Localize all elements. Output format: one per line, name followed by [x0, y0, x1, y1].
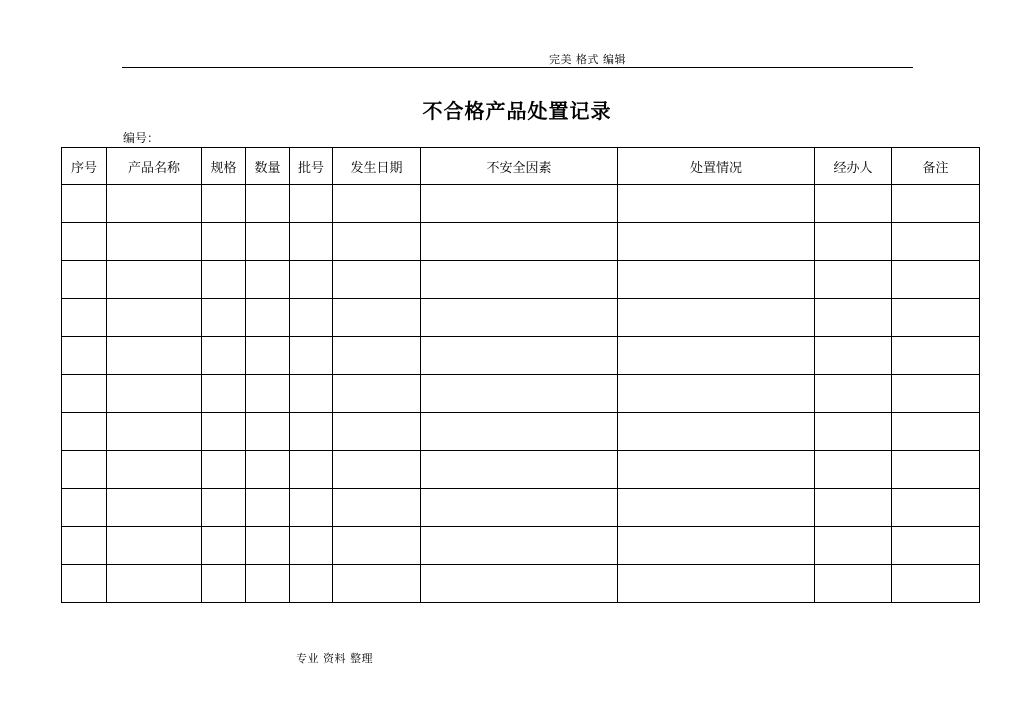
table-cell[interactable]: [892, 299, 980, 337]
column-header: 批号: [290, 148, 333, 185]
table-row: [62, 413, 980, 451]
table-cell[interactable]: [290, 223, 333, 261]
table-cell[interactable]: [333, 527, 421, 565]
table-cell[interactable]: [107, 489, 202, 527]
table-cell[interactable]: [333, 299, 421, 337]
table-cell[interactable]: [107, 527, 202, 565]
table-cell[interactable]: [202, 185, 246, 223]
table-cell[interactable]: [421, 223, 618, 261]
table-cell[interactable]: [62, 337, 107, 375]
table-cell[interactable]: [421, 337, 618, 375]
column-header: 经办人: [815, 148, 892, 185]
table-cell[interactable]: [815, 565, 892, 603]
table-cell[interactable]: [815, 375, 892, 413]
table-cell[interactable]: [421, 413, 618, 451]
table-body: [62, 185, 980, 603]
table-cell[interactable]: [892, 185, 980, 223]
table-row: [62, 375, 980, 413]
table-cell[interactable]: [892, 451, 980, 489]
table-row: [62, 299, 980, 337]
record-number-label: 编号：: [123, 131, 160, 145]
table-row: [62, 185, 980, 223]
table-cell[interactable]: [815, 527, 892, 565]
table-cell[interactable]: [107, 451, 202, 489]
table-cell[interactable]: [62, 413, 107, 451]
table-cell[interactable]: [107, 375, 202, 413]
table-cell[interactable]: [618, 337, 815, 375]
table-cell[interactable]: [202, 451, 246, 489]
table-cell[interactable]: [107, 185, 202, 223]
table-cell[interactable]: [246, 337, 290, 375]
table-cell[interactable]: [815, 489, 892, 527]
table-cell[interactable]: [618, 413, 815, 451]
table-cell[interactable]: [815, 337, 892, 375]
table-cell[interactable]: [290, 451, 333, 489]
table-cell[interactable]: [333, 185, 421, 223]
table-cell[interactable]: [107, 565, 202, 603]
table-cell[interactable]: [892, 489, 980, 527]
table-cell[interactable]: [290, 261, 333, 299]
table-cell[interactable]: [892, 261, 980, 299]
document-title: 不合格产品处置记录: [422, 99, 612, 123]
column-header: 规格: [202, 148, 246, 185]
column-header: 产品名称: [107, 148, 202, 185]
table-cell[interactable]: [618, 261, 815, 299]
table-row: [62, 451, 980, 489]
table-cell[interactable]: [202, 527, 246, 565]
table-cell[interactable]: [107, 337, 202, 375]
table-cell[interactable]: [62, 565, 107, 603]
table-cell[interactable]: [290, 299, 333, 337]
table-cell[interactable]: [618, 223, 815, 261]
column-header: 处置情况: [618, 148, 815, 185]
table-cell[interactable]: [202, 375, 246, 413]
table-cell[interactable]: [333, 337, 421, 375]
table-cell[interactable]: [290, 375, 333, 413]
table-cell[interactable]: [107, 413, 202, 451]
table-cell[interactable]: [62, 261, 107, 299]
table-cell[interactable]: [290, 337, 333, 375]
table-cell[interactable]: [815, 261, 892, 299]
table-cell[interactable]: [618, 565, 815, 603]
table-cell[interactable]: [892, 565, 980, 603]
table-cell[interactable]: [202, 261, 246, 299]
table-cell[interactable]: [202, 489, 246, 527]
table-cell[interactable]: [202, 299, 246, 337]
table-cell[interactable]: [333, 261, 421, 299]
table-cell[interactable]: [246, 185, 290, 223]
table-cell[interactable]: [421, 299, 618, 337]
table-cell[interactable]: [333, 565, 421, 603]
table-cell[interactable]: [892, 223, 980, 261]
table-cell[interactable]: [202, 337, 246, 375]
table-cell[interactable]: [815, 451, 892, 489]
column-header: 数量: [246, 148, 290, 185]
table-cell[interactable]: [62, 223, 107, 261]
table-cell[interactable]: [202, 413, 246, 451]
table-cell[interactable]: [107, 261, 202, 299]
table-cell[interactable]: [333, 451, 421, 489]
table-cell[interactable]: [246, 375, 290, 413]
column-header: 序号: [62, 148, 107, 185]
table-cell[interactable]: [421, 565, 618, 603]
table-cell[interactable]: [892, 337, 980, 375]
table-header-row: [62, 148, 980, 185]
column-header: 发生日期: [333, 148, 421, 185]
table-cell[interactable]: [107, 299, 202, 337]
table-cell[interactable]: [290, 527, 333, 565]
table-cell[interactable]: [202, 223, 246, 261]
table-cell[interactable]: [62, 299, 107, 337]
table-cell[interactable]: [62, 451, 107, 489]
table-cell[interactable]: [815, 299, 892, 337]
table-cell[interactable]: [618, 375, 815, 413]
page-footer-text: 专业 资料 整理: [296, 652, 373, 665]
table-cell[interactable]: [618, 527, 815, 565]
table-cell[interactable]: [333, 375, 421, 413]
table-cell[interactable]: [62, 185, 107, 223]
table-cell[interactable]: [421, 451, 618, 489]
header-divider: [122, 67, 913, 68]
table-cell[interactable]: [202, 565, 246, 603]
table-cell[interactable]: [618, 299, 815, 337]
table-cell[interactable]: [333, 413, 421, 451]
table-cell[interactable]: [421, 489, 618, 527]
table-cell[interactable]: [290, 565, 333, 603]
table-cell[interactable]: [618, 185, 815, 223]
table-cell[interactable]: [815, 185, 892, 223]
table-cell[interactable]: [62, 527, 107, 565]
table-cell[interactable]: [246, 413, 290, 451]
table-cell[interactable]: [290, 489, 333, 527]
table-row: [62, 223, 980, 261]
table-cell[interactable]: [246, 223, 290, 261]
table-cell[interactable]: [815, 223, 892, 261]
table-cell[interactable]: [618, 451, 815, 489]
table-cell[interactable]: [618, 489, 815, 527]
table-cell[interactable]: [333, 223, 421, 261]
table-cell[interactable]: [246, 451, 290, 489]
table-cell[interactable]: [290, 413, 333, 451]
table-row: [62, 565, 980, 603]
column-header: 备注: [892, 148, 980, 185]
table-cell[interactable]: [421, 185, 618, 223]
table-cell[interactable]: [246, 489, 290, 527]
table-cell[interactable]: [62, 375, 107, 413]
table-cell[interactable]: [892, 375, 980, 413]
table-cell[interactable]: [290, 185, 333, 223]
column-header: 不安全因素: [421, 148, 618, 185]
table-cell[interactable]: [892, 527, 980, 565]
table-cell[interactable]: [107, 223, 202, 261]
table-cell[interactable]: [892, 413, 980, 451]
table-cell[interactable]: [246, 299, 290, 337]
table-cell[interactable]: [246, 527, 290, 565]
table-cell[interactable]: [421, 527, 618, 565]
table-row: [62, 489, 980, 527]
table-cell[interactable]: [246, 565, 290, 603]
table-cell[interactable]: [246, 261, 290, 299]
table-cell[interactable]: [62, 489, 107, 527]
table-cell[interactable]: [333, 489, 421, 527]
table-row: [62, 261, 980, 299]
table-row: [62, 337, 980, 375]
table-row: [62, 527, 980, 565]
table-cell[interactable]: [815, 413, 892, 451]
table-cell[interactable]: [421, 261, 618, 299]
nonconforming-product-table: [61, 147, 980, 603]
table-cell[interactable]: [421, 375, 618, 413]
page-header-text: 完美 格式 编辑: [549, 53, 626, 66]
